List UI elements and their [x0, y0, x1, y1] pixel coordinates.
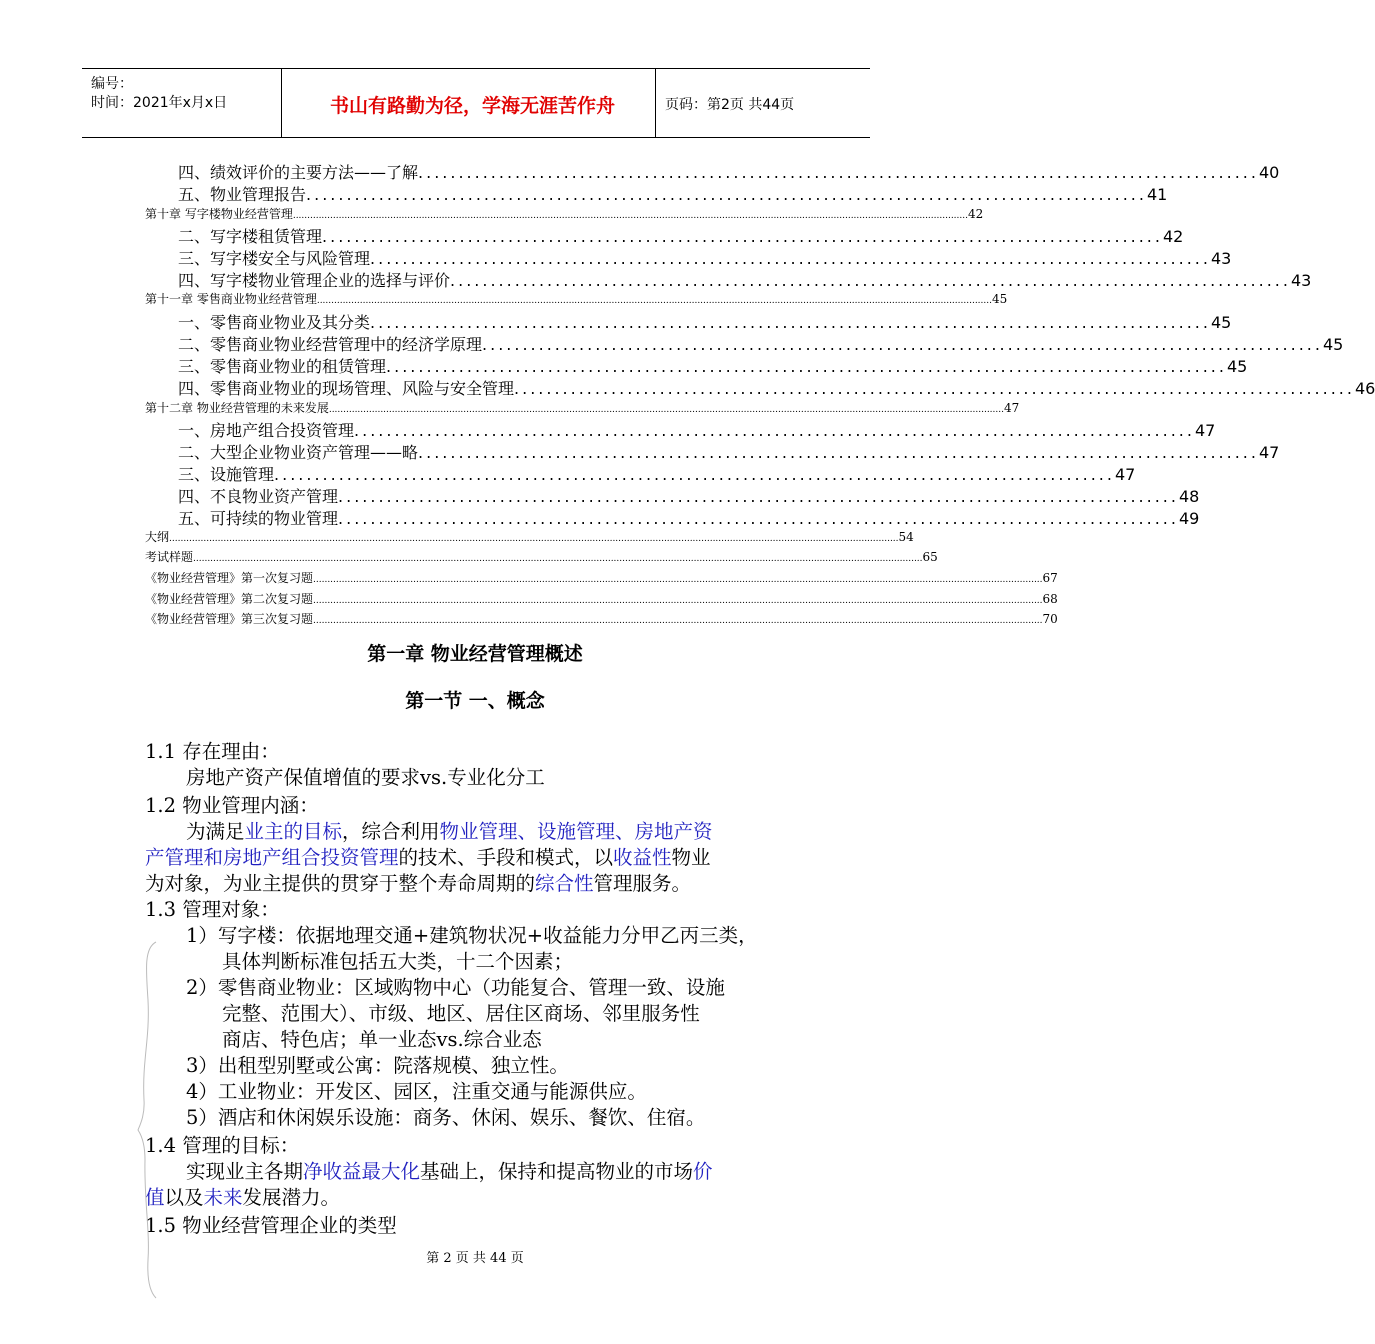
toc-entry[interactable] — [178, 246, 1232, 268]
toc-entry[interactable] — [178, 440, 1280, 462]
toc-entry[interactable] — [178, 268, 1312, 290]
paragraph-line — [145, 868, 691, 896]
text-run: 发展潜力。 — [242, 1186, 341, 1209]
toc-entry-title: 二、写字楼租赁管理 — [178, 227, 323, 246]
toc-entry[interactable] — [178, 182, 1168, 204]
highlighted-text: 产管理和房地产组合投资管理 — [145, 846, 399, 869]
toc-entry[interactable] — [145, 610, 1058, 628]
toc-entry[interactable] — [145, 528, 914, 546]
text-run: 的技术、手段和模式，以 — [398, 846, 614, 869]
toc-leader: ........................................................................................................ — [370, 313, 1211, 332]
toc-leader: ........................................................................................................ — [386, 357, 1227, 376]
toc-entry-title: 考试样题 — [145, 550, 194, 564]
toc-entry-title: 《物业经营管理》第二次复习题 — [145, 592, 314, 606]
subsection-heading: 1.4 管理的目标： — [145, 1134, 300, 1157]
toc-entry-page: 67 — [1042, 571, 1058, 585]
text-run: 为满足 — [186, 820, 245, 843]
toc-entry-title: 一、房地产组合投资管理 — [178, 421, 355, 440]
header-divider — [655, 69, 656, 137]
paragraph-line — [145, 1182, 340, 1210]
toc-leader: ........................................................................................................ — [418, 443, 1259, 462]
toc-leader: ........................................................................................................ — [274, 465, 1115, 484]
toc-entry-title: 一、零售商业物业及其分类 — [178, 313, 371, 332]
toc-entry-title: 《物业经营管理》第一次复习题 — [145, 571, 314, 585]
toc-entry-title: 五、可持续的物业管理 — [178, 509, 339, 528]
toc-entry-title: 三、设施管理 — [178, 465, 275, 484]
toc-leader: ............................................................................................................................................................................................................................................................... — [313, 575, 1043, 585]
toc-entry-page: 49 — [1178, 509, 1200, 528]
text-run: 物业 — [671, 846, 711, 869]
toc-leader: ............................................................................................................................................................................................................................................................... — [169, 534, 899, 544]
toc-leader: ........................................................................................................ — [322, 227, 1163, 246]
chapter-title: 第一章 物业经营管理概述 — [367, 643, 583, 665]
list-item-continuation: 具体判断标准包括五大类，十二个因素； — [222, 950, 574, 973]
toc-entry-title: 大纲 — [145, 530, 170, 544]
toc-entry-page: 43 — [1290, 271, 1312, 290]
list-item: 3）出租型别墅或公寓：院落规模、独立性。 — [186, 1054, 569, 1077]
highlighted-text: 物业管理、设施管理、房地产资 — [439, 820, 713, 843]
toc-entry-page: 47 — [1258, 443, 1280, 462]
toc-leader: ............................................................................................................................................................................................................................................................... — [313, 596, 1043, 606]
toc-entry-title: 第十二章 物业经营管理的未来发展 — [145, 401, 329, 415]
toc-entry-title: 四、不良物业资产管理 — [178, 487, 339, 506]
toc-entry[interactable] — [178, 310, 1232, 332]
toc-leader: ........................................................................................................ — [338, 487, 1179, 506]
toc-entry[interactable] — [178, 376, 1375, 398]
header-number-label: 编号： — [91, 76, 133, 92]
toc-entry-page: 48 — [1178, 487, 1200, 506]
subsection-heading: 1.1 存在理由： — [145, 740, 280, 763]
list-item: 5）酒店和休闲娱乐设施：商务、休闲、娱乐、餐饮、住宿。 — [186, 1106, 706, 1129]
toc-entry-title: 四、零售商业物业的现场管理、风险与安全管理 — [178, 379, 515, 398]
toc-entry-page: 45 — [1210, 313, 1232, 332]
toc-entry[interactable] — [145, 290, 1008, 308]
toc-entry[interactable] — [178, 354, 1248, 376]
toc-leader: ........................................................................................................ — [370, 249, 1211, 268]
section-title: 第一节 一、概念 — [405, 690, 545, 712]
brace-mark — [136, 940, 164, 1300]
toc-entry-page: 43 — [1210, 249, 1232, 268]
toc-entry-title: 第十章 写字楼物业经营管理 — [145, 207, 293, 221]
text-run: 基础上，保持和提高物业的市场 — [420, 1160, 694, 1183]
toc-entry-page: 40 — [1258, 163, 1280, 182]
highlighted-text: 综合性 — [535, 872, 594, 895]
toc-entry-page: 42 — [1162, 227, 1184, 246]
highlighted-text: 收益性 — [613, 846, 672, 869]
toc-leader: ........................................................................................................ — [450, 271, 1291, 290]
paragraph-line — [186, 1156, 713, 1184]
toc-entry-title: 五、物业管理报告 — [178, 185, 307, 204]
toc-entry[interactable] — [145, 590, 1058, 608]
toc-leader: ........................................................................................................ — [306, 185, 1147, 204]
toc-leader: ........................................................................................................ — [482, 335, 1323, 354]
text-run: ，综合利用 — [342, 820, 440, 843]
highlighted-text: 未来 — [203, 1186, 243, 1209]
toc-entry-title: 二、零售商业物业经营管理中的经济学原理 — [178, 335, 483, 354]
text-run: 为对象，为业主提供的贯穿于整个寿命周期的 — [145, 872, 536, 895]
toc-entry[interactable] — [178, 506, 1200, 528]
toc-entry-page: 65 — [922, 550, 938, 564]
toc-entry-title: 二、大型企业物业资产管理——略 — [178, 443, 419, 462]
list-item: 2）零售商业物业：区域购物中心（功能复合、管理一致、设施 — [186, 976, 725, 999]
subsection-heading: 1.2 物业管理内涵： — [145, 794, 319, 817]
paragraph-line — [186, 816, 713, 844]
toc-entry-title: 三、零售商业物业的租赁管理 — [178, 357, 387, 376]
subsection-heading: 1.3 管理对象： — [145, 898, 280, 921]
toc-leader: ............................................................................................................................................................................................................................................ — [316, 296, 992, 306]
toc-leader: ........................................................................................................ — [338, 509, 1179, 528]
toc-entry-title: 《物业经营管理》第三次复习题 — [145, 612, 314, 626]
paragraph-line — [145, 842, 711, 870]
toc-leader: ........................................................................................................ — [418, 163, 1259, 182]
toc-entry-page: 47 — [1114, 465, 1136, 484]
toc-entry-title: 三、写字楼安全与风险管理 — [178, 249, 371, 268]
toc-entry-title: 四、写字楼物业管理企业的选择与评价 — [178, 271, 451, 290]
toc-entry-page: 41 — [1146, 185, 1168, 204]
toc-leader: ........................................................................................................ — [514, 379, 1355, 398]
subsection-heading: 1.5 物业经营管理企业的类型 — [145, 1214, 397, 1237]
toc-leader: ............................................................................................................................................................................................................................................................... — [193, 554, 923, 564]
toc-leader: ............................................................................................................................................................................................................................................ — [328, 405, 1004, 415]
highlighted-text: 价 — [693, 1160, 713, 1183]
toc-entry-page: 45 — [992, 292, 1008, 306]
paragraph: 房地产资产保值增值的要求vs.专业化分工 — [186, 766, 545, 789]
toc-entry-page: 47 — [1004, 401, 1020, 415]
header-date: 时间：2021年x月x日 — [91, 95, 228, 111]
page-footer: 第 2 页 共 44 页 — [426, 1251, 524, 1266]
list-item: 1）写字楼：依据地理交通+建筑物状况+收益能力分甲乙丙三类， — [186, 924, 758, 947]
toc-entry[interactable] — [145, 399, 1020, 417]
toc-entry[interactable] — [178, 160, 1280, 182]
page-header — [82, 68, 870, 138]
toc-entry[interactable] — [178, 462, 1136, 484]
text-run: 管理服务。 — [593, 872, 692, 895]
text-run: 实现业主各期 — [186, 1160, 304, 1183]
list-item-continuation: 完整、范围大）、市级、地区、居住区商场、邻里服务性 — [222, 1002, 700, 1025]
toc-entry[interactable] — [178, 224, 1184, 246]
toc-entry-page: 47 — [1194, 421, 1216, 440]
toc-entry[interactable] — [178, 418, 1216, 440]
highlighted-text: 净收益最大化 — [303, 1160, 421, 1183]
list-item-continuation: 商店、特色店；单一业态vs.综合业态 — [222, 1028, 542, 1051]
toc-entry-page: 70 — [1042, 612, 1058, 626]
toc-entry[interactable] — [145, 548, 938, 566]
text-run: 以及 — [164, 1186, 204, 1209]
toc-entry-page: 45 — [1226, 357, 1248, 376]
toc-entry[interactable] — [178, 484, 1200, 506]
toc-entry[interactable] — [178, 332, 1344, 354]
toc-entry[interactable] — [145, 569, 1058, 587]
toc-leader: ............................................................................................................................................................................................................................................................... — [313, 616, 1043, 626]
header-divider — [281, 69, 282, 137]
list-item: 4）工业物业：开发区、园区，注重交通与能源供应。 — [186, 1080, 647, 1103]
highlighted-text: 值 — [145, 1186, 165, 1209]
toc-entry-page: 54 — [898, 530, 914, 544]
header-page-info: 页码：第2页 共44页 — [665, 97, 795, 113]
toc-entry-title: 四、绩效评价的主要方法——了解 — [178, 163, 419, 182]
toc-leader: ............................................................................................................................................................................................................................................ — [292, 211, 968, 221]
header-motto: 书山有路勤为径，学海无涯苦作舟 — [329, 95, 615, 117]
highlighted-text: 业主的目标 — [244, 820, 343, 843]
toc-entry-title: 第十一章 零售商业物业经营管理 — [145, 292, 317, 306]
toc-entry-page: 46 — [1354, 379, 1375, 398]
toc-entry-page: 42 — [968, 207, 984, 221]
toc-entry[interactable] — [145, 205, 984, 223]
toc-entry-page: 68 — [1042, 592, 1058, 606]
toc-leader: ........................................................................................................ — [354, 421, 1195, 440]
toc-entry-page: 45 — [1322, 335, 1344, 354]
